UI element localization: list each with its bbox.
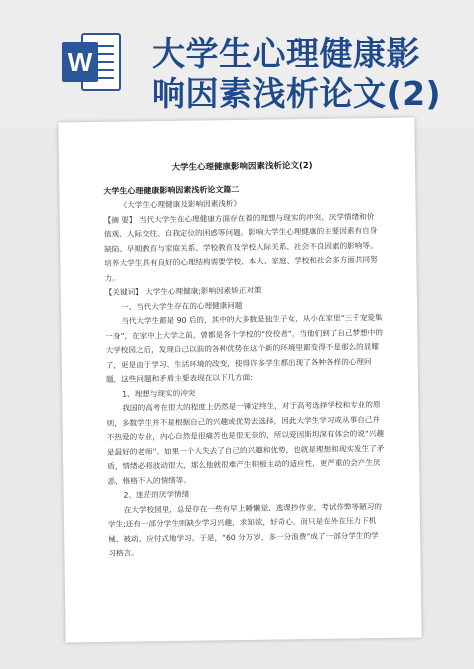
- paragraph: 【摘 要】 当代大学生在心理健康方面存在着的理想与现实的冲突、厌学情绪和价值观、人际交往、自我定位的困惑等问题。影响大学生心理健康的主要因素有自身缺陷、早期教育与家庭关系、学校教育及学校人际关系、社会不良因素的影响等。培养大学生具有良好的心理结构需要学校、本人、家庭、学校和社会多方面共同努力。: [103, 211, 378, 283]
- svg-text:W: W: [67, 47, 93, 77]
- section-heading: 1、理想与现实的冲突: [122, 388, 196, 399]
- paragraph: 我国的高考在很大的程度上仍然是一锤定终生，对于高考选择学校和专业的原则，多数学生并不是根据自己的兴趣或优势去选择，因此大学生学习或从事自己并不热爱的专业，内心自然是很痛苦也是很无奈的，所以爱因斯坦深有体会的说“兴趣是最好的老师”。如果一个人失去了自己的兴趣和优势，也就是理想和现实发生了矛盾，情绪必将波动很大，那么他就很难产生积极主动的适应性，更严重的会产生厌恶、格格不入的情绪等。: [106, 400, 385, 486]
- document-page: [58, 118, 421, 643]
- paragraph: 《大学生心理健康及影响因素浅析》: [119, 198, 242, 210]
- title-line-1: 大学生心理健康影: [152, 34, 420, 73]
- word-document-icon: [60, 30, 122, 94]
- paragraph: 当代大学生都是 90 后的，其中的大多数是独生子女，从小在家里“三千宠爱集一身”，在家中上大学之前，曾都是各个学校的“佼佼者”，当他们到了自己梦想中的大学校园之后，发现自己以前的各种优势在这个新的环境里都变得不是那么的显耀了，更是由于学习、生活环境的改变，使得许多学生都出现了各种各样的心理问题，这些问题和矛盾主要表现在以下几方面:: [105, 313, 384, 384]
- page-title: [152, 34, 462, 114]
- section-heading: 2、迷茫的厌学情绪: [123, 489, 190, 500]
- document-body: [103, 158, 387, 561]
- paragraph: 【关键词】 大学生心理健康;影响因素矫正对策: [104, 285, 262, 297]
- document-subtitle: 大学生心理健康影响因素浅析论文篇二: [103, 184, 240, 196]
- header-banner: [0, 0, 474, 128]
- section-heading: 一、当代大学生存在的心理健康问题: [120, 300, 243, 312]
- paragraph: 在大学校园里，总是存在一些有早上睡懒觉、逃课抄作业，考试作弊等陋习的学生;还有一部分学生则缺少学习兴趣，求知欲，好奇心，而只是在外在压力下机械、被动、应付式地学习。于是，“60 分万岁，多一分浪费”成了一部分学生的学习格言。: [107, 501, 383, 558]
- title-line-2: 响因素浅析论文(2): [152, 74, 442, 113]
- document-title: 大学生心理健康影响因素浅析论文(2): [171, 160, 313, 173]
